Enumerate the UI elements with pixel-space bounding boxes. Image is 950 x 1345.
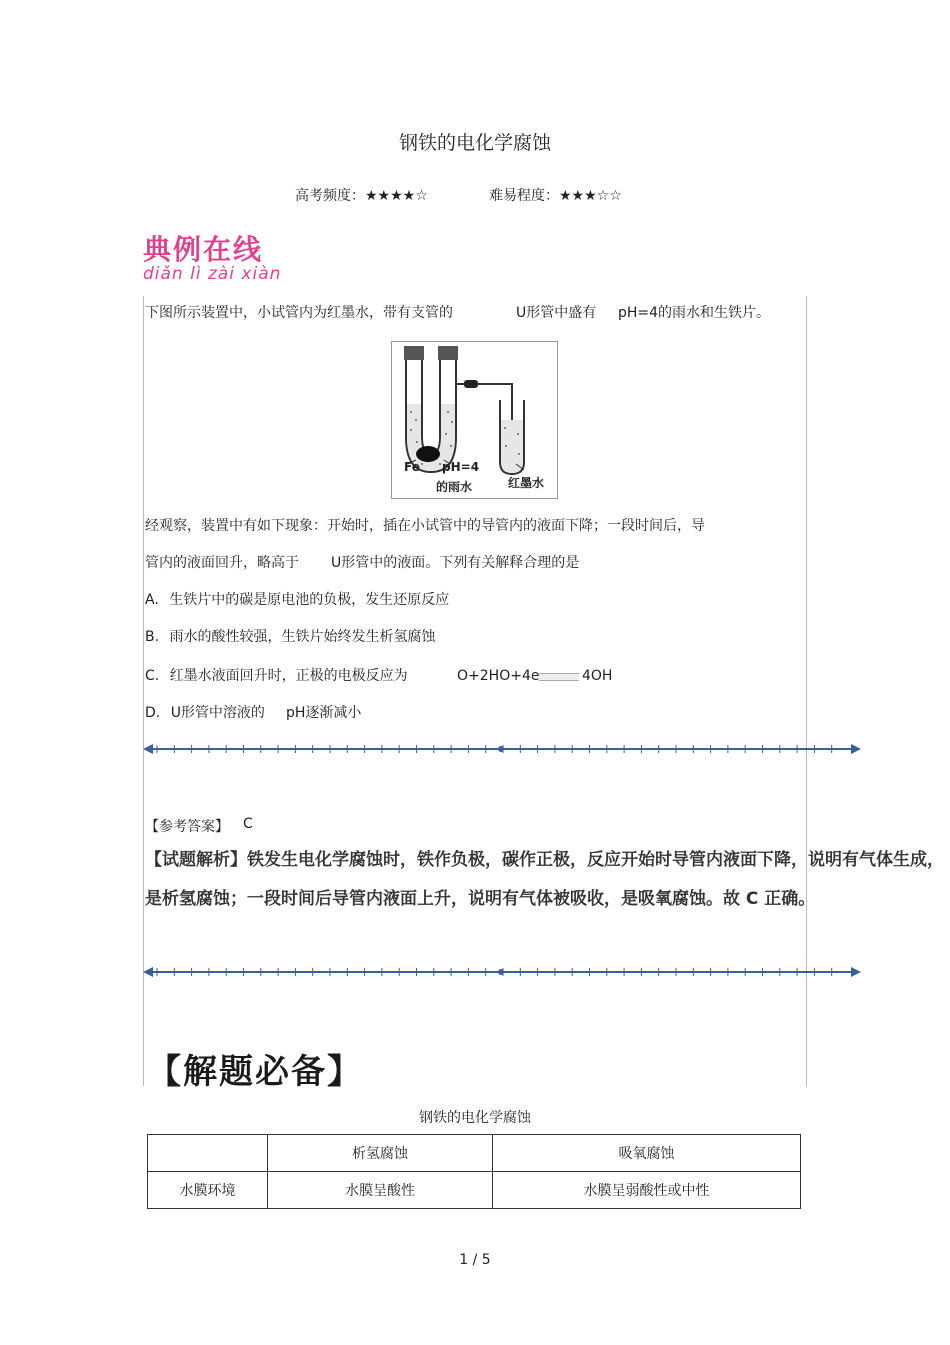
option-d-letter: D. [145,705,161,721]
answer-label: 【参考答案】 [145,819,229,835]
explanation-label: 【试题解析】 [145,850,247,870]
left-stopper [404,346,424,360]
page-title: 钢铁的电化学腐蚀 [398,132,551,154]
banner-title: 典例在线 [143,233,264,266]
table-cell: 水膜环境 [148,1172,268,1209]
table-header-cell [148,1135,268,1172]
question-stem-part3: pH=4的雨水和生铁片。 [618,305,771,321]
option-a-text: 生铁片中的碳是原电池的负极，发生还原反应 [169,592,450,608]
observation-line1: 经观察，装置中有如下现象：开始时，插在小试管中的导管内的液面下降；一段时间后，导 [145,518,705,534]
option-d-tail: pH逐渐减小 [286,705,362,721]
equals-arrow [539,673,579,681]
figure-label-ph: pH=4 [442,460,480,474]
option-b [145,628,436,646]
option-d-text: U形管中溶液的 [170,705,265,721]
option-b-text: 雨水的酸性较强，生铁片始终发生析氢腐蚀 [169,629,436,645]
option-c-letter: C. [145,668,160,684]
table-header-row [148,1135,801,1172]
option-c [145,667,408,685]
figure-label-fe: Fe [404,460,420,474]
eq-electrons: O+4e [499,668,540,684]
section-heading: 【解题必备】 [147,1052,363,1092]
eq-h2o: +2H [468,668,500,684]
table-cell: 水膜呈弱酸性或中性 [493,1172,801,1209]
u-tube-inner [422,360,440,454]
explanation-line1 [145,851,944,869]
option-c-text: 红墨水液面回升时，正极的电极反应为 [169,668,408,684]
question-stem-part2: U形管中盛有 [516,305,597,321]
table-header-cell: 吸氧腐蚀 [493,1135,801,1172]
exam-frequency: 高考频度：★★★★☆ [295,188,428,204]
option-d [145,704,265,722]
timeline-divider-2 [143,963,863,983]
figure-label-ink: 红墨水 [508,476,545,490]
option-b-letter: B. [145,629,160,645]
rubber-joint [464,380,478,388]
right-stopper [438,346,458,360]
explanation-line2: 是析氢腐蚀；一段时间后导管内液面上升，说明有气体被吸收，是吸氧腐蚀。故 C 正确。 [145,889,816,909]
explanation-text1: 铁发生电化学腐蚀时，铁作负极，碳作正极，反应开始时导管内液面下降，说明有气体生成， [247,850,944,870]
table-cell: 水膜呈酸性 [268,1172,493,1209]
eq-hydroxide: 4OH [582,668,613,684]
timeline-divider-1 [143,740,863,760]
eq-o2: O [457,668,469,684]
table-header-cell: 析氢腐蚀 [268,1135,493,1172]
table-row [148,1172,801,1209]
comparison-table [147,1134,801,1209]
answer-value: C [243,816,253,832]
option-a-letter: A. [145,592,159,608]
apparatus-figure [391,341,558,499]
example-banner [143,228,281,284]
banner-pinyin: diǎn lì zài xiàn [143,264,282,284]
figure-label-rain: 的雨水 [436,480,473,494]
page-indicator: 1 / 5 [459,1252,491,1268]
observation-line2b: U形管中的液面。下列有关解释合理的是 [331,555,580,571]
difficulty-rating: 难易程度：★★★☆☆ [489,188,622,204]
option-c-equation [457,667,539,685]
option-a [145,591,449,609]
observation-line2a: 管内的液面回升，略高于 [145,555,299,571]
question-stem-part1: 下图所示装置中，小试管内为红墨水，带有支管的 [145,305,453,321]
table-title: 钢铁的电化学腐蚀 [419,1110,531,1126]
